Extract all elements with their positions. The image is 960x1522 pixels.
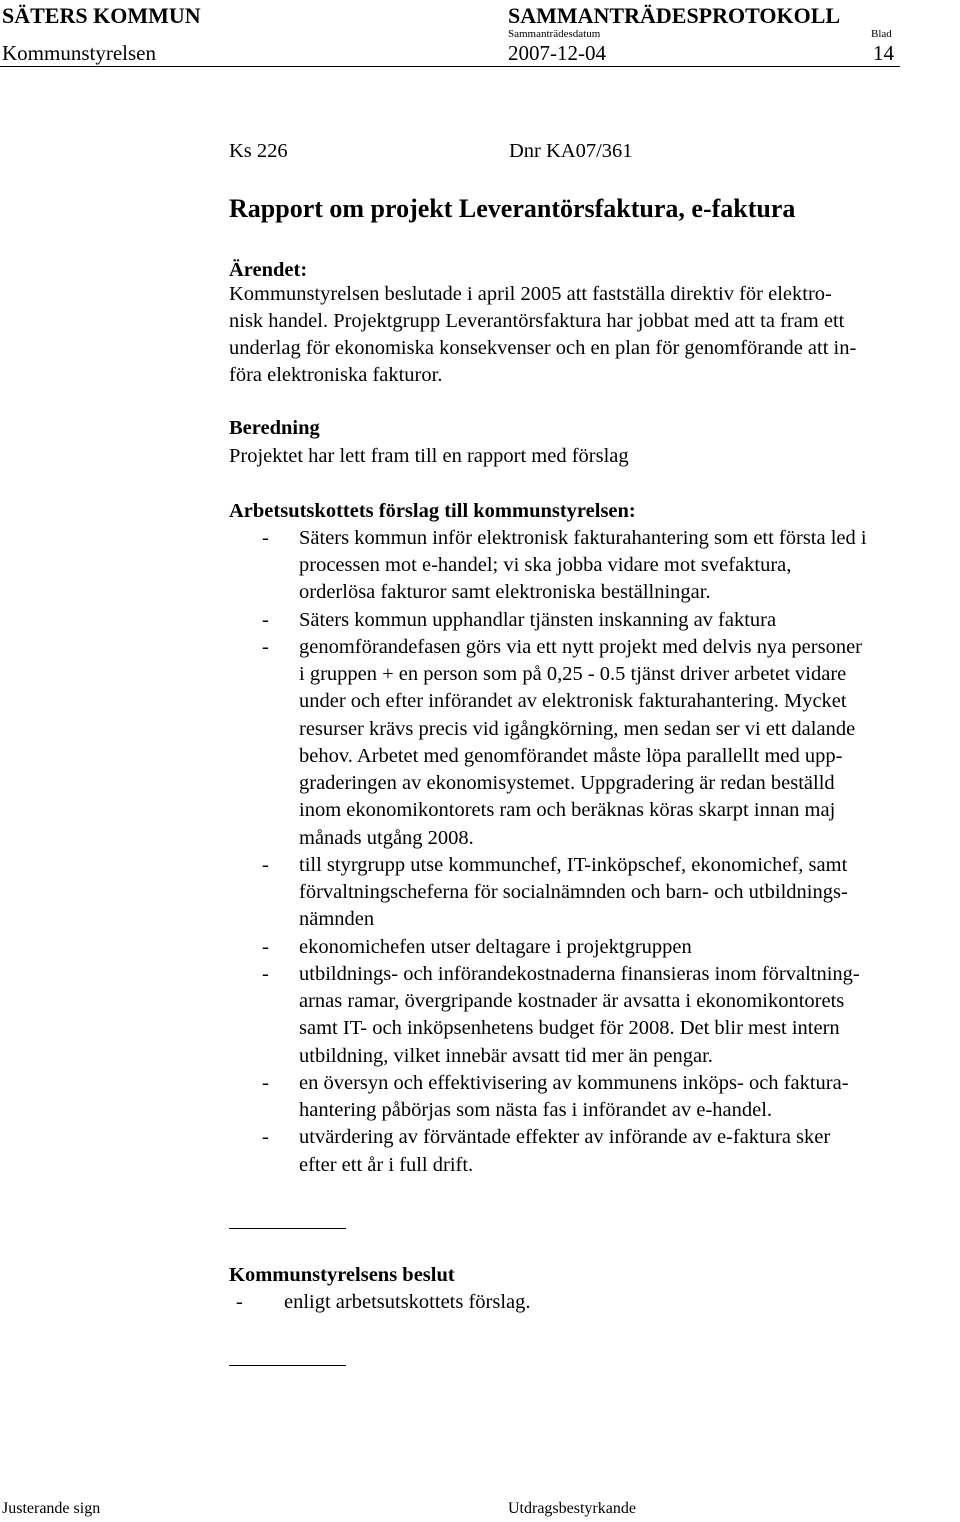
body-name: Kommunstyrelsen <box>2 41 156 65</box>
bullet-dash: - <box>262 936 269 958</box>
list-item-line: efter ett år i full drift. <box>299 1154 474 1176</box>
list-item-line: ekonomichefen utser deltagare i projektgruppen <box>299 936 692 958</box>
list-item-line: förvaltningscheferna för socialnämnden och barn- och utbildnings- <box>299 881 848 903</box>
list-item-line: till styrgrupp utse kommunchef, IT-inköpschef, ekonomichef, samt <box>299 854 848 876</box>
forslag-heading: Arbetsutskottets förslag till kommunstyrelsen: <box>229 500 636 522</box>
beslut-text: enligt arbetsutskottets förslag. <box>284 1291 531 1313</box>
arendet-line: underlag för ekonomiska konsekvenser och en plan för genomförande att in- <box>229 337 857 359</box>
bullet-dash: - <box>262 963 269 985</box>
list-item-line: behov. Arbetet med genomförandet måste löpa parallellt med upp- <box>299 745 843 767</box>
footer-certification-label: Utdragsbestyrkande <box>508 1500 636 1517</box>
list-item-line: inom ekonomikontorets ram och beräknas köras skarpt innan maj <box>299 799 836 821</box>
list-item-line: utvärdering av förväntade effekter av införande av e-faktura sker <box>299 1126 831 1148</box>
section-separator <box>229 1228 346 1229</box>
list-item-line: en översyn och effektivisering av kommunens inköps- och faktura- <box>299 1072 849 1094</box>
bullet-dash: - <box>262 1126 269 1148</box>
list-item-line: graderingen av ekonomisystemet. Uppgradering är redan beställd <box>299 772 835 794</box>
list-item-line: utbildning, vilket innebär avsatt tid mer än pengar. <box>299 1045 713 1067</box>
arendet-line: Kommunstyrelsen beslutade i april 2005 att fastställa direktiv för elektro- <box>229 283 832 305</box>
page-label: Blad <box>871 28 892 40</box>
document-type: SAMMANTRÄDESPROTOKOLL <box>508 3 841 28</box>
list-item-line: genomförandefasen görs via ett nytt projekt med delvis nya personer <box>299 636 863 658</box>
arendet-line: föra elektroniska fakturor. <box>229 364 443 386</box>
footer-signature-label: Justerande sign <box>2 1500 101 1517</box>
list-item-line: i gruppen + en person som på 0,25 - 0.5 tjänst driver arbetet vidare <box>299 663 847 685</box>
bullet-dash: - <box>262 1072 269 1094</box>
bullet-dash: - <box>236 1291 243 1313</box>
list-item-line: månads utgång 2008. <box>299 827 474 849</box>
meeting-date: 2007-12-04 <box>508 41 606 65</box>
bullet-dash: - <box>262 609 269 631</box>
list-item-line: Säters kommun inför elektronisk fakturahantering som ett första led i <box>299 527 867 549</box>
arendet-line: nisk handel. Projektgrupp Leverantörsfaktura har jobbat med att ta fram ett <box>229 310 845 332</box>
arendet-heading: Ärendet: <box>229 259 308 281</box>
diary-number: Dnr KA07/361 <box>509 140 633 162</box>
list-item-line: orderlösa fakturor samt elektroniska beställningar. <box>299 581 711 603</box>
list-item-line: hantering påbörjas som nästa fas i införandet av e-handel. <box>299 1099 773 1121</box>
list-item-line: nämnden <box>299 908 375 930</box>
list-item-line: samt IT- och inköpsenhetens budget för 2008. Det blir mest intern <box>299 1017 840 1039</box>
bullet-dash: - <box>262 854 269 876</box>
list-item-line: utbildnings- och införandekostnaderna finansieras inom förvaltning- <box>299 963 860 985</box>
list-item-line: processen mot e-handel; vi ska jobba vidare mot svefaktura, <box>299 554 792 576</box>
date-label: Sammanträdesdatum <box>508 28 601 40</box>
header-rule <box>0 66 900 67</box>
section-separator <box>229 1365 346 1366</box>
org-name: SÄTERS KOMMUN <box>2 3 201 28</box>
beredning-text: Projektet har lett fram till en rapport med förslag <box>229 445 629 467</box>
list-item-line: Säters kommun upphandlar tjänsten inskanning av faktura <box>299 609 777 631</box>
list-item-line: resurser krävs precis vid igångkörning, men sedan ser vi ett dalande <box>299 718 856 740</box>
page-number: 14 <box>873 41 894 65</box>
case-title: Rapport om projekt Leverantörsfaktura, e-faktura <box>229 194 796 223</box>
list-item-line: under och efter införandet av elektronisk fakturahantering. Mycket <box>299 690 847 712</box>
bullet-dash: - <box>262 527 269 549</box>
case-number: Ks 226 <box>229 140 288 162</box>
bullet-dash: - <box>262 636 269 658</box>
list-item-line: arnas ramar, övergripande kostnader är avsatta i ekonomikontorets <box>299 990 845 1012</box>
beredning-heading: Beredning <box>229 417 320 439</box>
beslut-heading: Kommunstyrelsens beslut <box>229 1264 455 1286</box>
